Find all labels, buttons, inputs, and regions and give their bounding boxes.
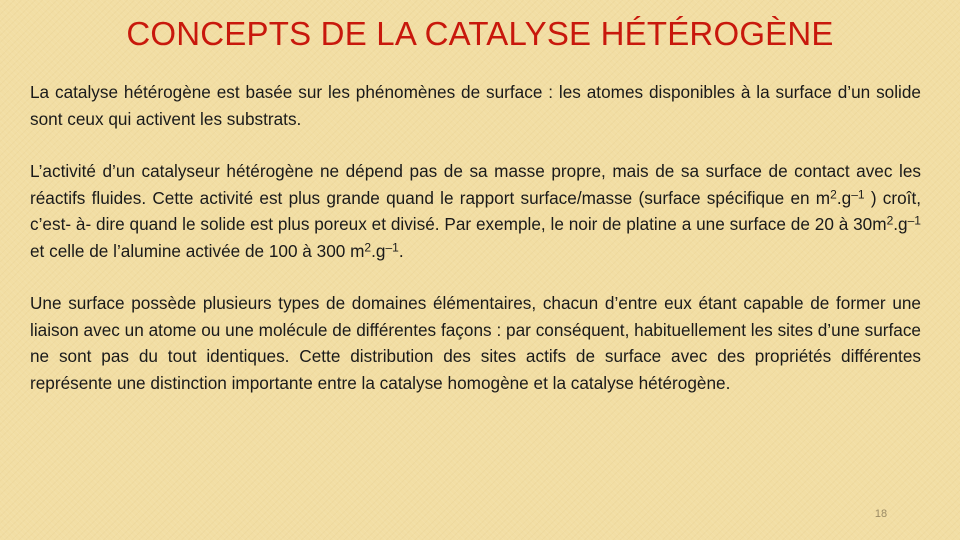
text-span: . (398, 240, 404, 261)
text-span: .g (371, 240, 386, 261)
paragraph-surface-domains: Une surface possède plusieurs types de domaines élémentaires, chacun d’entre eux étant capable de former une liaison avec un atome ou une molécule de différentes façons : par conséquent, habituellement les sites d’une surface ne sont pas du tout identiques. Cette distribution des sites actifs de surface avec des propriétés différentes représente une distinction importante entre la catalyse homogène et la catalyse hétérogène. (30, 293, 921, 393)
superscript: –1 (907, 213, 921, 228)
text-span: ) croît, c’est- à- dire quand le solide est plus poreux et divisé. Par exemple, le noir de platine a une surface de 20 à 30m (30, 187, 921, 234)
page-number: 18 (874, 508, 888, 520)
text-span: L’activité d’un catalyseur hétérogène ne dépend pas de sa masse propre, mais de sa surface de contact avec les réactifs fluides. Cette activité est plus grande quand le rapport surface/masse (surface spécifique en m (30, 161, 921, 208)
superscript: –1 (851, 187, 865, 202)
text-span: .g (893, 214, 908, 234)
superscript: 2 (886, 213, 894, 228)
paragraph-catalyst-activity (30, 158, 921, 264)
superscript: 2 (364, 240, 372, 255)
slide-body (30, 79, 921, 396)
text-span: et celle de l’alumine activée de 100 à 300 m (30, 240, 365, 261)
superscript: –1 (385, 240, 399, 255)
paragraph-surface-phenomena: La catalyse hétérogène est basée sur les phénomènes de surface : les atomes disponibles à la surface d’un solide sont ceux qui activent les substrats. (30, 82, 921, 129)
text-span: .g (836, 187, 852, 208)
superscript: 2 (830, 187, 837, 202)
slide-title: CONCEPTS DE LA CATALYSE HÉTÉROGÈNE (126, 15, 834, 52)
